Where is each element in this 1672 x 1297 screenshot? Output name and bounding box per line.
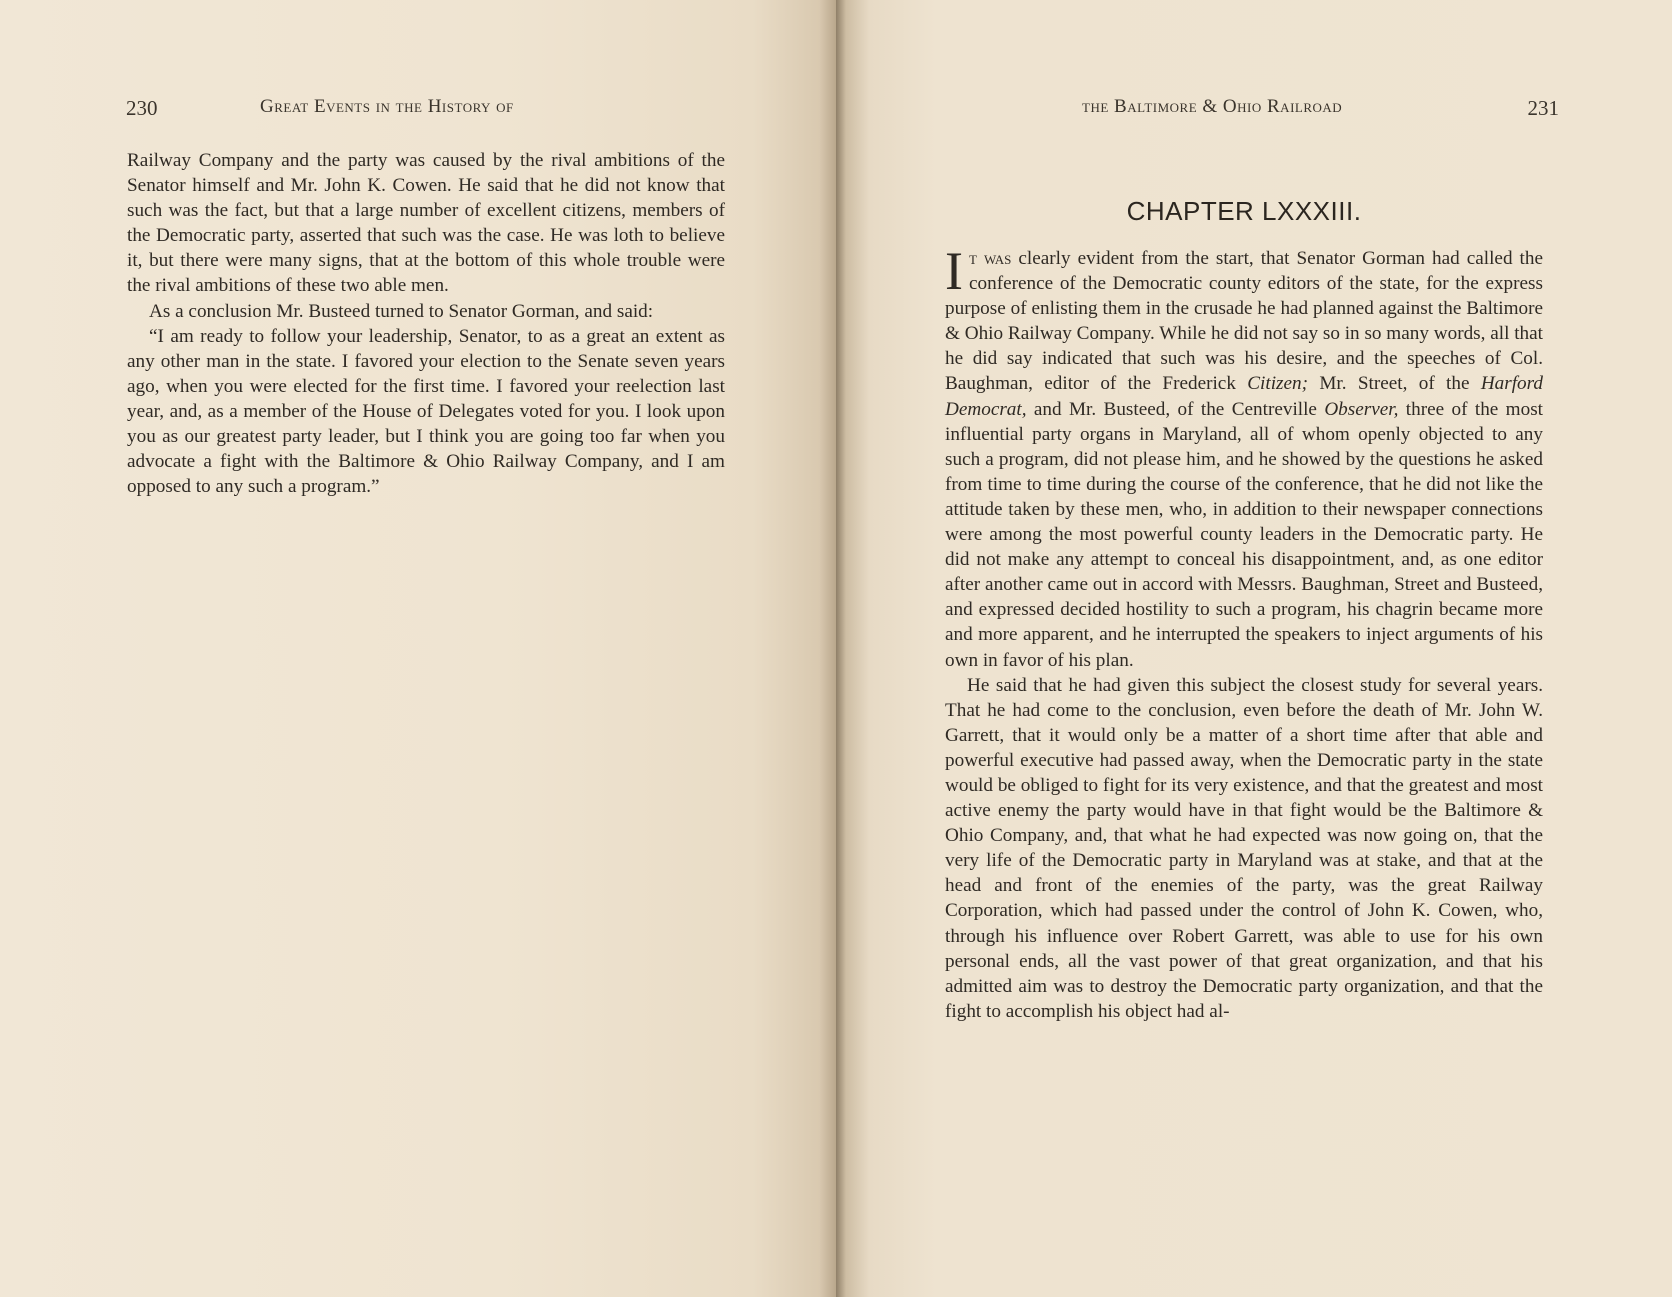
chapter-title: CHAPTER LXXXIII. (1126, 196, 1362, 226)
right-page (836, 0, 1672, 1297)
text-run: and Mr. Busteed, of the Centreville (1026, 398, 1325, 420)
page-number-left: 230 (126, 96, 158, 120)
opening-paragraph (945, 241, 1544, 673)
text-run: Mr. Street, of the (1308, 373, 1481, 395)
lead-words: t was (968, 248, 1012, 269)
paragraph: He said that he had given this subject the closest study for several years. That he had come to the conclusion, even before the death of Mr. John W. Garrett, that it would only be a matter of a short time after that able and powerful executive had passed away, when the Democratic party in the state would be obliged to fight for its very existence, and that the greatest and most active enemy the party would have in that fight would be the Baltimore & Ohio Company, and, that what he had expected was now going on, that the very life of the Democratic party in Maryland was at stake, and that at the head and front of the enemies of the party, was the great Railway Corporation, which had passed under the control of John K. Cowen, who, through his influence over Robert Garrett, was able to use for his own personal ends, all the vast power of that great organization, and that his admitted aim was to destroy the Democratic party organization, and that the fight to accomplish his object had al- (945, 674, 1543, 1022)
drop-cap: I (945, 241, 963, 301)
page-number-right: 231 (1527, 96, 1559, 120)
left-page-body (127, 148, 725, 499)
newspaper-title: Citizen; (1247, 373, 1309, 395)
text-run: clearly evident from the start, that Senator Gorman had called the conference of the Democratic county editors of the state, for the express purpose of enlisting them in the crusade he had planned against the Baltimore & Ohio Railway Company. While he did not say so in so many words, all that he did say indicated that such was his desire, and the speeches of Col. Baughman, editor of the Frederick (945, 248, 1543, 395)
running-head-right: the Baltimore & Ohio Railroad (1082, 96, 1343, 117)
paragraph: As a conclusion Mr. Busteed turned to Senator Gorman, and said: (149, 300, 654, 322)
text-run: three of the most influential party organs in Maryland, all of whom openly objected to any such a program, did not please him, and he showed by the questions he asked from time to time during the course of the conference, that he did not like the attitude taken by these men, who, in addition to their newspaper connections were among the most powerful county leaders in the Democratic party. He did not make any attempt to conceal his disappointment, and, as one editor after another came out in accord with Messrs. Baughman, Street and Busteed, and expressed decided hostility to such a program, his chagrin became more and more apparent, and he interrupted the speakers to inject arguments of his own in favor of his plan. (945, 398, 1543, 671)
newspaper-title: Observer, (1324, 398, 1399, 420)
right-page-body (945, 241, 1544, 1024)
running-head-left: Great Events in the History of (260, 96, 514, 117)
newspaper-title: Harford Democrat, (945, 373, 1544, 420)
quotation-paragraph: “I am ready to follow your leadership, Senator, to as a great an extent as any other man in the state. I favored your election to the Senate seven years ago, when you were elected for the first time. I favored your reelection last year, and, as a member of the House of Delegates voted for you. I look upon you as our greatest party leader, but I think you are going too far when you advocate a fight with the Baltimore & Ohio Railway Company, and I am opposed to any such a program.” (127, 325, 725, 498)
paragraph: Railway Company and the party was caused by the rival ambitions of the Senator himself and Mr. John K. Cowen. He said that he did not know that such was the fact, but that a large number of excellent citizens, members of the Democratic party, asserted that such was the case. He was loth to believe it, but there were many signs, that at the bottom of this whole trouble were the rival ambitions of these two able men. (127, 150, 725, 297)
